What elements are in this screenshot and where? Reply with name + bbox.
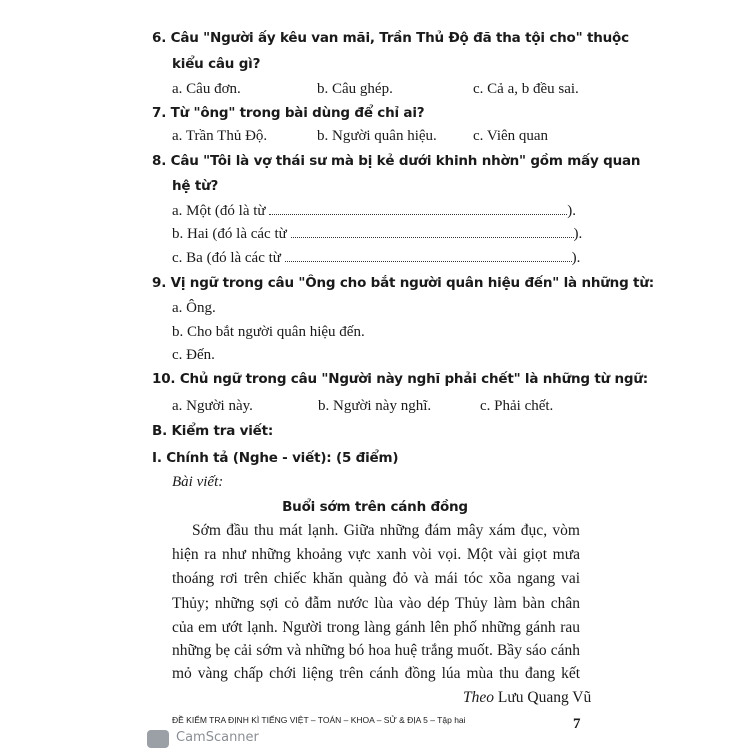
page-footer: ĐỀ KIỂM TRA ĐỊNH KÌ TIẾNG VIỆT – TOÁN – KHOA – SỬ & ĐỊA 5 – Tập hai	[172, 715, 466, 725]
q6-text: 6. Câu "Người ấy kêu van mãi, Trần Thủ Độ đã tha tội cho" thuộc	[152, 30, 629, 46]
q6-option-a: a. Câu đơn.	[172, 81, 241, 97]
q6-option-c: c. Cả a, b đều sai.	[473, 81, 579, 97]
q10-option-c: c. Phải chết.	[480, 398, 554, 414]
passage-line: hiện ra như những khoảng vực xanh vòi vọi. Một vài giọt mưa	[172, 546, 580, 563]
q9-option-b: b. Cho bắt người quân hiệu đến.	[172, 324, 365, 340]
q7-option-b: b. Người quân hiệu.	[317, 128, 437, 144]
q9-option-c: c. Đến.	[172, 347, 215, 363]
passage-line: thoáng rơi trên chiếc khăn quàng đỏ và mái tóc xõa ngang vai	[172, 570, 580, 587]
q8-text-cont: hệ từ?	[172, 178, 219, 194]
camscanner-watermark: CamScanner	[176, 730, 259, 745]
q7-option-c: c. Viên quan	[473, 128, 549, 144]
q7-text: 7. Từ "ông" trong bài dùng để chỉ ai?	[152, 105, 425, 121]
q10-option-a: a. Người này.	[172, 398, 253, 414]
passage-line: Thủy; những sợi cỏ đẫm nước lùa vào dép Thủy làm bàn chân	[172, 595, 580, 612]
camscanner-logo-icon	[147, 730, 169, 748]
q7-option-a: a. Trần Thủ Độ.	[172, 128, 268, 144]
bai-viet-label: Bài viết:	[172, 474, 224, 490]
q9-option-a: a. Ông.	[172, 300, 216, 316]
q8-option-b: b. Hai (đó là các từ ).	[172, 226, 583, 242]
passage-line: của em ướt lạnh. Người trong làng gánh lên phố những gánh rau	[172, 619, 580, 636]
section-i-heading: I. Chính tả (Nghe - viết): (5 điểm)	[152, 450, 399, 466]
q6-text-cont: kiểu câu gì?	[172, 56, 261, 72]
page-number: 7	[573, 716, 581, 732]
attribution: Theo Lưu Quang Vũ	[463, 689, 592, 706]
q10-text: 10. Chủ ngữ trong câu "Người này nghĩ phải chết" là những từ ngữ:	[152, 371, 648, 387]
q8-option-a: a. Một (đó là từ ).	[172, 203, 577, 219]
passage-title: Buổi sớm trên cánh đồng	[282, 499, 468, 515]
q6-option-b: b. Câu ghép.	[317, 81, 393, 97]
section-b-heading: B. Kiểm tra viết:	[152, 423, 274, 439]
passage-line: Sớm đầu thu mát lạnh. Giữa những đám mây xám đục, vòm	[192, 522, 580, 539]
passage-line: những bẹ cải sớm và những bó hoa huệ trắng muốt. Bầy sáo cánh	[172, 642, 580, 659]
q10-option-b: b. Người này nghĩ.	[318, 398, 432, 414]
q8-option-c: c. Ba (đó là các từ ).	[172, 250, 581, 266]
q9-text: 9. Vị ngữ trong câu "Ông cho bắt người quân hiệu đến" là những từ:	[152, 275, 654, 291]
q8-text: 8. Câu "Tôi là vợ thái sư mà bị kẻ dưới khinh nhờn" gồm mấy quan	[152, 153, 641, 169]
passage-line: mỏ vàng chấp chới liệng trên cánh đồng lúa mùa thu đang kết	[172, 665, 580, 682]
